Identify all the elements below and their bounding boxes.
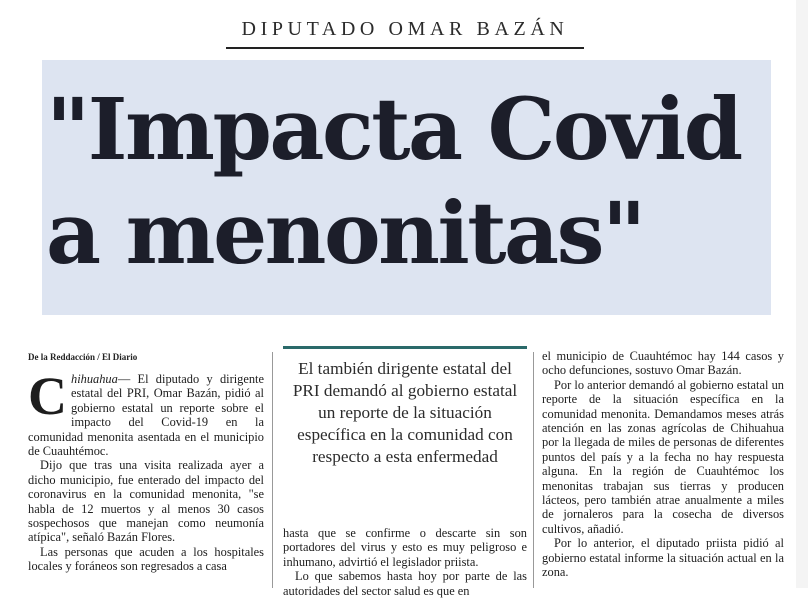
byline: De la Reddacción / El Diario: [28, 352, 138, 362]
lead-paragraph-text: — El diputado y dirigente estatal del PRI, Omar Bazán, pidió al gobierno estatal un reporte sobre el impacto del Covid-19 en la comunidad menonita asentada en el municipio de Cuauhtémoc.: [28, 372, 264, 459]
paragraph: Dijo que tras una visita realizada ayer a dicho municipio, fue enterado del impacto del coronavirus en la comunidad menonita, "se habla de 12 muertos y al menos 30 casos sospechosos que manejan como neumonía atípica", señaló Bazán Flores.: [28, 458, 264, 545]
kicker-underline: [226, 47, 584, 49]
column-divider: [272, 352, 273, 588]
drop-cap: C: [28, 366, 67, 426]
section-kicker: DIPUTADO OMAR BAZÁN: [241, 18, 569, 40]
headline-line-1: "Impacta Covid: [46, 80, 741, 180]
article-column-1: [28, 366, 264, 574]
paragraph: Las personas que acuden a los hospitales locales y foráneos son regresados a casa: [28, 544, 264, 574]
headline-line-2: a menonitas": [46, 184, 644, 284]
paragraph: el municipio de Cuauhtémoc hay 144 casos y ocho defunciones, sostuvo Omar Bazán.: [542, 349, 784, 378]
page-edge: [796, 0, 808, 588]
column-divider: [533, 352, 534, 588]
paragraph: hasta que se confirme o descarte sin son portadores del virus y esto es muy peligroso e inhumano, advirtió el legislador priista.: [283, 526, 527, 569]
lead-paragraph: [28, 366, 264, 459]
article-column-2: [283, 526, 527, 598]
headline: [46, 78, 806, 286]
paragraph: Lo que sabemos hasta hoy por parte de las autoridades del sector salud es que en: [283, 569, 527, 598]
paragraph: Por lo anterior, el diputado priista pidió al gobierno estatal informe la situación actual en la zona.: [542, 536, 784, 580]
article-column-3: [542, 349, 784, 580]
pullquote-rule: [283, 346, 527, 349]
paragraph: Por lo anterior demandó al gobierno estatal un reporte de la situación específica en la comunidad menonita. Demandamos meses atrás atención en las zonas agrícolas de Chihuahua por la llegada de miles de personas de diferentes puntos del país y a la fecha no hay respuesta alguna. En la región de Cuauhtémoc los menonitas trabajan sus tierras y producen lácteos, pero también atrae anualmente a miles de jornaleros para la cosecha de diversos cultivos, añadió.: [542, 377, 784, 536]
dateline: hihuahua: [71, 372, 118, 386]
pullquote: El también dirigente estatal del PRI demandó al gobierno estatal un reporte de la situación específica en la comunidad con respecto a esta enfermedad: [292, 359, 518, 466]
